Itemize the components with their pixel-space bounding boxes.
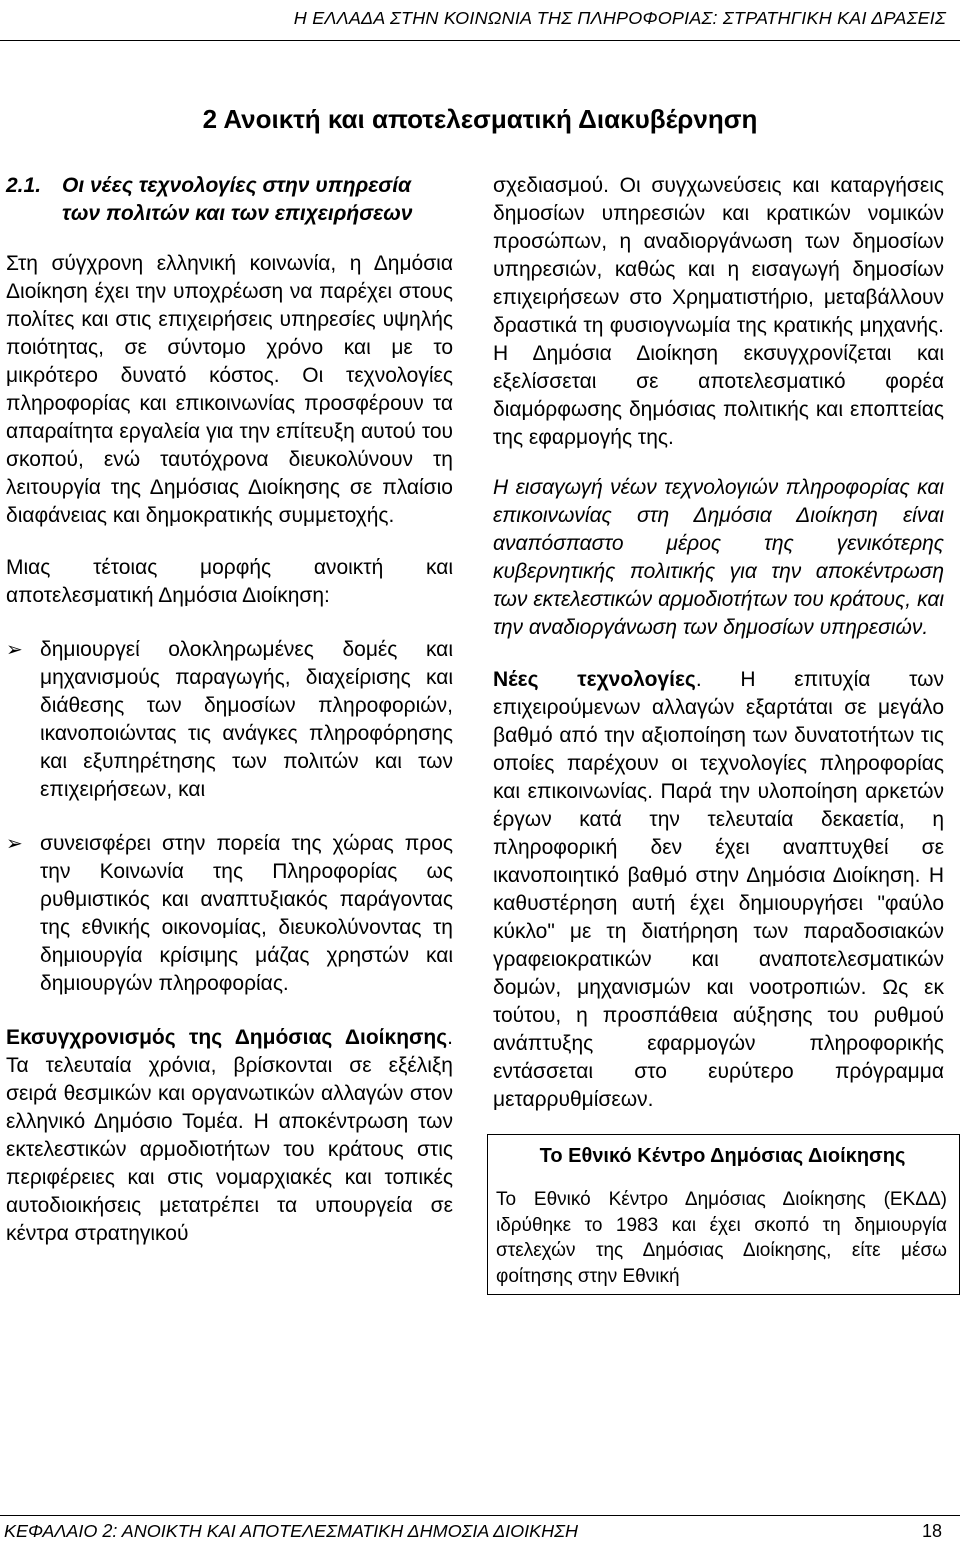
list-item <box>6 830 453 998</box>
list-item-text: δημιουργεί ολοκληρωμένες δομές και μηχανισμούς παραγωγής, διαχείρισης και διάθεσης των δημοσίων πληροφοριών, ικανοποιώντας τις ανάγκες πληροφόρησης και εξυπηρέτησης των πολιτών και των επιχειρήσεων, και <box>40 638 453 801</box>
right-column <box>493 172 947 1295</box>
info-box-text: Το Εθνικό Κέντρο Δημόσιας Διοίκησης (ΕΚΔΔ) ιδρύθηκε το 1983 και έχει σκοπό τη δημιουργία στελεχών της Δημόσιας Διοίκησης, είτε μέσω φοίτησης στην Εθνική <box>496 1189 947 1287</box>
list-item-text: συνεισφέρει στην πορεία της χώρας προς την Κοινωνία της Πληροφορίας ως ρυθμιστικός και αναπτυξιακός παράγοντας της εθνικής οικονομίας, διευκολύνοντας τη δημιουργία κρίσιμης μάζας χρηστών και δημιουργών πληροφορίας. <box>40 832 453 995</box>
footer-chapter-label: ΚΕΦΑΛΑΙΟ 2: ΑΝΟΙΚΤΗ ΚΑΙ ΑΠΟΤΕΛΕΣΜΑΤΙΚΗ ΔΗΜΟΣΙΑ ΔΙΟΙΚΗΣΗ <box>4 1521 578 1541</box>
arrow-bullet-icon: ➢ <box>6 639 23 661</box>
left-column <box>6 172 453 1248</box>
info-box <box>487 1134 960 1295</box>
paragraph <box>493 666 944 1114</box>
info-box-title: Το Εθνικό Κέντρο Δημόσιας Διοίκησης <box>539 1145 906 1167</box>
section-heading <box>6 172 453 228</box>
page-number: 18 <box>921 1521 942 1541</box>
list-item <box>6 636 453 804</box>
paragraph <box>6 1024 453 1248</box>
paragraph: Μιας τέτοιας μορφής ανοικτή και αποτελεσματική Δημόσια Διοίκηση: <box>6 556 453 607</box>
paragraph-lead: Εκσυγχρονισμός της Δημόσιας Διοίκησης <box>6 1026 448 1049</box>
paragraph-text: . Η επιτυχία των επιχειρούμενων αλλαγών εξαρτάται σε μεγάλο βαθμό από την αξιοποίηση των δυνατοτήτων τις οποίες παρέχουν οι τεχνολογίες πληροφορίας και επικοινωνίας. Παρά την υλοποίηση αρκετών έργων κατά την τελευταία δεκαετία, η πληροφορική δεν έχει αναπτυχθεί σε ικανοποιητικό βαθμό στην Δημόσια Διοίκηση. Η καθυστέρηση αυτή έχει δημιουργήσει "φαύλο κύκλο" με τη διατήρηση των παραδοσιακών γραφειοκρατικών και αναποτελεσματικών δομών, μηχανισμών και νοοτροπιών. Ως εκ τούτου, η προσπάθεια αύξησης του ρυθμού ανάπτυξης εφαρμογών πληροφορικής εντάσσεται στο ευρύτερο πρόγραμμα μεταρρυθμίσεων. <box>493 668 944 1111</box>
paragraph-lead: Νέες τεχνολογίες <box>493 668 696 691</box>
arrow-bullet-icon: ➢ <box>6 833 23 855</box>
emphasis-paragraph: Η εισαγωγή νέων τεχνολογιών πληροφορίας και επικοινωνίας στη Δημόσια Διοίκηση είναι αναπόσπαστο μέρος της γενικότερης κυβερνητικής πολιτικής για την αποκέντρωση των εκτελεστικών αρμοδιοτήτων του κράτους, και την αναδιοργάνωση των δημοσίων υπηρεσιών. <box>493 476 944 639</box>
chapter-title: 2 Ανοικτή και αποτελεσματική Διακυβέρνηση <box>202 104 758 134</box>
paragraph: σχεδιασμού. Οι συγχωνεύσεις και καταργήσεις δημοσίων υπηρεσιών και κρατικών νομικών προσώπων, η αναδιοργάνωση των δημοσίων υπηρεσιών, καθώς και η εισαγωγή δημοσίων επιχειρήσεων στο Χρηματιστήριο, μεταβάλλουν δραστικά τη φυσιογνωμία της κρατικής μηχανής. Η Δημόσια Διοίκηση εκσυγχρονίζεται και εξελίσσεται σε αποτελεσματικό φορέα διαμόρφωσης δημόσιας πολιτικής και εποπτείας της εφαρμογής της. <box>493 174 944 449</box>
section-number: 2.1. <box>6 174 42 197</box>
paragraph-text: . Τα τελευταία χρόνια, βρίσκονται σε εξέλιξη σειρά θεσμικών και οργανωτικών αλλαγών στον ελληνικό Δημόσιο Τομέα. Η αποκέντρωση των εκτελεστικών αρμοδιοτήτων του κράτους στις περιφέρειες και στις νομαρχιακές και τοπικές αυτοδιοικήσεις μετατρέπει τα υπουργεία σε κέντρα στρατηγικού <box>6 1026 453 1245</box>
footer-divider <box>0 1515 960 1516</box>
running-header: Η ΕΛΛΑΔΑ ΣΤΗΝ ΚΟΙΝΩΝΙΑ ΤΗΣ ΠΛΗΡΟΦΟΡΙΑΣ: ΣΤΡΑΤΗΓΙΚΗ ΚΑΙ ΔΡΑΣΕΙΣ <box>293 8 946 28</box>
section-title: Οι νέες τεχνολογίες στην υπηρεσία των πολιτών και των επιχειρήσεων <box>62 174 413 225</box>
header-divider <box>0 40 960 41</box>
page-footer <box>4 1521 942 1542</box>
paragraph: Στη σύγχρονη ελληνική κοινωνία, η Δημόσια Διοίκηση έχει την υποχρέωση να παρέχει στους πολίτες και στις επιχειρήσεις υπηρεσίες υψηλής ποιότητας, σε σύντομο χρόνο και με το μικρότερο δυνατό κόστος. Οι τεχνολογίες πληροφορίας και επικοινωνίας προσφέρουν τα απαραίτητα εργαλεία για την επίτευξη αυτού του σκοπού, ενώ ταυτόχρονα διευκολύνουν τη λειτουργία της Δημόσιας Διοίκησης σε πλαίσιο διαφάνειας και δημοκρατικής συμμετοχής. <box>6 252 453 527</box>
